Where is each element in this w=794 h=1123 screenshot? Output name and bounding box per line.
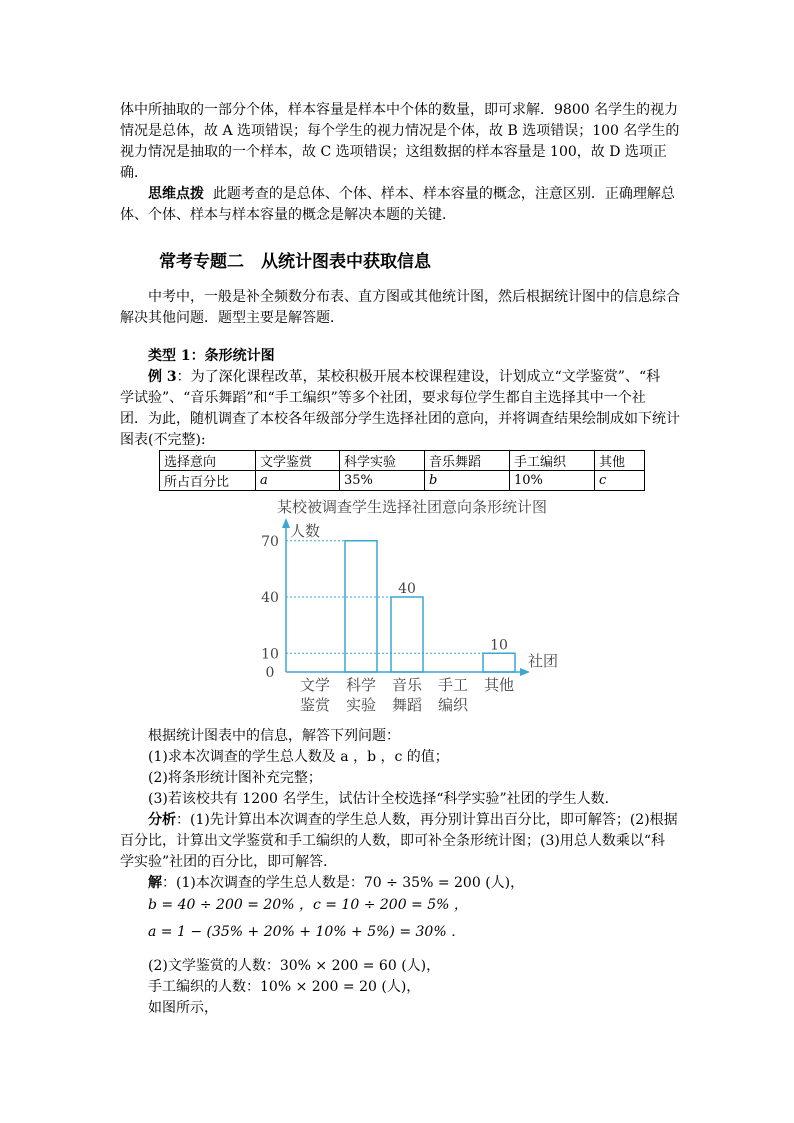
- solution-line: 手工编织的人数：10% × 200 = 20 (人)，: [148, 979, 421, 995]
- analysis-line: 学实验”社团的百分比，即可解答．: [120, 854, 338, 870]
- tip-label: 思维点拨: [148, 186, 204, 202]
- y-axis-label: 人数: [290, 522, 321, 540]
- chart-title: 某校被调查学生选择社团意向条形统计图: [276, 498, 548, 516]
- bar: [391, 597, 423, 672]
- x-tick-label: 鉴赏: [299, 696, 331, 714]
- y-tick-label: 0: [265, 665, 275, 681]
- data-label: 40: [398, 581, 416, 597]
- paragraph-line: 体中所抽取的一部分个体，样本容量是样本中个体的数量，即可求解．9800 名学生的视力: [120, 102, 679, 118]
- x-tick-label: 手工: [437, 676, 469, 694]
- example-line: [148, 368, 660, 386]
- table-row: [160, 471, 645, 491]
- tip-line: 体、个体、样本与样本容量的概念是解决本题的关键．: [120, 207, 456, 223]
- x-tick-label: 其他: [483, 676, 515, 694]
- x-tick-label: 科学: [345, 676, 377, 694]
- table-cell: a: [256, 471, 340, 491]
- table-header-row: [160, 451, 645, 471]
- question-2: (2)将条形统计图补充完整；: [148, 770, 322, 786]
- bar-chart: [232, 494, 592, 722]
- example-line: 图表(不完整):: [120, 432, 206, 448]
- x-tick-label: 音乐: [391, 676, 423, 694]
- table-cell: 手工编织: [510, 451, 595, 471]
- solution-text: ：(1)本次调查的学生总人数是：70 ÷ 35% = 200 (人)，: [162, 875, 525, 891]
- paragraph-line: 确．: [120, 165, 148, 181]
- table-cell: 10%: [510, 471, 595, 491]
- analysis-label: 分析: [148, 812, 176, 828]
- section-title: 常考专题二 从统计图表中获取信息: [159, 252, 431, 272]
- intro-line: 解决其他问题．题型主要是解答题．: [120, 310, 344, 326]
- y-tick-label: 70: [261, 533, 279, 550]
- example-label: 例 3: [148, 369, 177, 385]
- paragraph-line: 视力情况是抽取的一个样本，故 C 选项错误；这组数据的样本容量是 100，故 D 选项正: [120, 144, 667, 160]
- example-text: ：为了深化课程改革，某校积极开展本校课程建设，计划成立“文学鉴赏”、“科: [176, 369, 661, 385]
- table-cell: 35%: [340, 471, 425, 491]
- table-cell: 文学鉴赏: [256, 451, 340, 471]
- x-tick-label: 实验: [345, 696, 377, 714]
- solution-line: 如图所示，: [148, 1000, 218, 1016]
- table-cell: 选择意向: [160, 451, 256, 471]
- y-tick-label: 40: [261, 590, 279, 606]
- bar: [483, 653, 515, 672]
- x-tick-label: 舞蹈: [391, 696, 423, 714]
- solution-line: [148, 874, 524, 892]
- intro-line: 中考中，一般是补全频数分布表、直方图或其他统计图，然后根据统计图中的信息综合: [148, 289, 680, 305]
- table-cell: b: [425, 471, 510, 491]
- analysis-line: [148, 811, 678, 829]
- example-line: 团．为此，随机调查了本校各年级部分学生选择社团的意向，并将调查结果绘制成如下统计: [120, 411, 680, 427]
- solution-line: b = 40 ÷ 200 = 20% ，c = 10 ÷ 200 = 5% ，: [148, 897, 468, 913]
- solution-label: 解: [148, 875, 162, 891]
- table-cell: 所占百分比: [160, 471, 256, 491]
- question-1: (1)求本次调查的学生总人数及 a ，b ，c 的值；: [148, 749, 449, 765]
- table-cell: c: [595, 471, 645, 491]
- analysis-line: 百分比，计算出文学鉴赏和手工编织的人数，即可补全条形统计图；(3)用总人数乘以“科: [120, 833, 665, 849]
- bar: [345, 541, 377, 672]
- data-label: 10: [490, 637, 508, 654]
- x-tick-label: 编织: [437, 696, 469, 714]
- y-axis-arrow: [282, 518, 290, 528]
- table-cell: 科学实验: [340, 451, 425, 471]
- solution-line: (2)文学鉴赏的人数：30% × 200 = 60 (人)，: [148, 958, 441, 974]
- analysis-text: ：(1)先计算出本次调查的学生总人数，再分别计算出百分比，即可解答；(2)根据: [176, 812, 678, 828]
- x-tick-label: 文学: [299, 676, 331, 694]
- questions-intro: 根据统计图表中的信息，解答下列问题：: [148, 728, 400, 744]
- paragraph-line: 情况是总体，故 A 选项错误；每个学生的视力情况是个体，故 B 选项错误；100 名学生的: [120, 123, 680, 139]
- example-line: 学试验”、“音乐舞蹈”和“手工编织”等多个社团，要求每位学生都自主选择其中一个社: [120, 390, 646, 406]
- y-tick-label: 10: [261, 646, 279, 663]
- table-cell: 其他: [595, 451, 645, 471]
- x-axis-label: 社团: [528, 652, 559, 670]
- solution-line: a = 1 − (35% + 20% + 10% + 5%) = 30% ．: [148, 924, 466, 940]
- tip-text: 此题考查的是总体、个体、样本、样本容量的概念，注意区别．正确理解总: [212, 186, 675, 202]
- selection-table: [159, 450, 645, 491]
- question-3: (3)若该校共有 1200 名学生，试估计全校选择“科学实验”社团的学生人数．: [148, 791, 619, 807]
- table-cell: 音乐舞蹈: [425, 451, 510, 471]
- tip-line: [148, 185, 675, 203]
- type-title: 类型 1：条形统计图: [148, 348, 275, 364]
